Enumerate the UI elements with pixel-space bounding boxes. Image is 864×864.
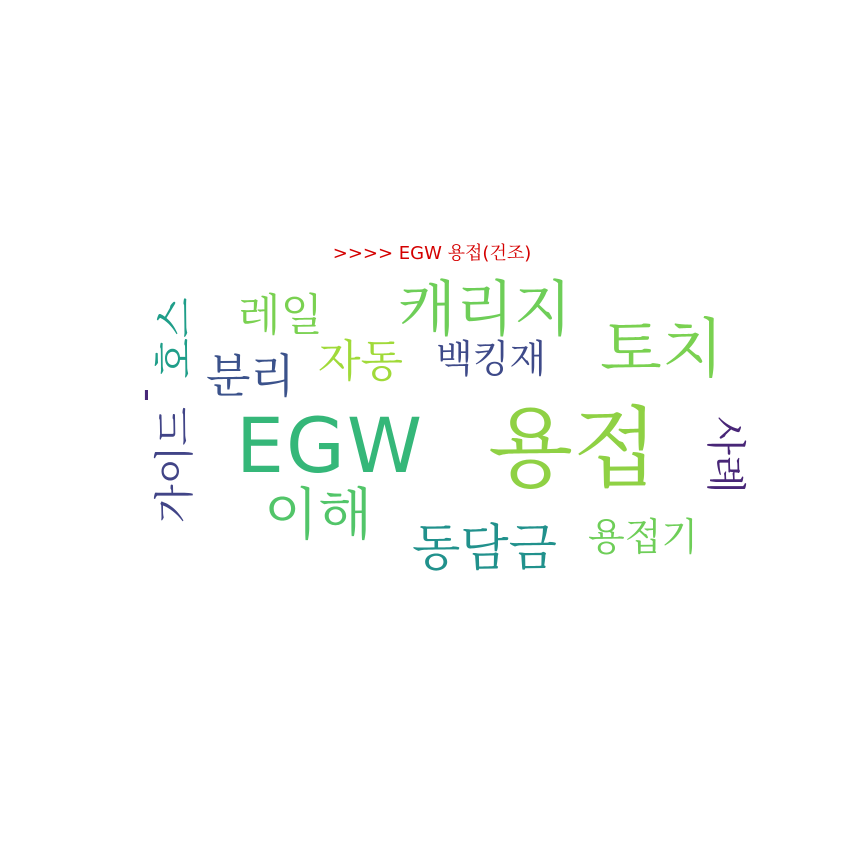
word-egw: EGW	[236, 401, 425, 490]
word-dongdamgeum: 동담금	[412, 519, 557, 577]
word-ihae: 이해	[264, 483, 373, 548]
word-rail: 레일	[238, 290, 324, 341]
word-carriage: 캐리지	[398, 275, 572, 345]
caption: >>>> EGW 용접(건조)	[332, 243, 532, 264]
word-auto: 자동	[318, 336, 404, 387]
word-backing: 백킹재	[436, 337, 547, 381]
word-welder: 용접기	[588, 515, 699, 559]
word-bunri: 분리	[206, 349, 295, 403]
word-yongjeop: 용접	[488, 397, 659, 500]
word-torch: 토치	[600, 313, 724, 387]
word-guide: 가이드	[152, 407, 198, 523]
word-case: 사례	[702, 416, 748, 494]
word-dash: -	[122, 388, 166, 402]
word-hose: 호스	[150, 297, 199, 379]
